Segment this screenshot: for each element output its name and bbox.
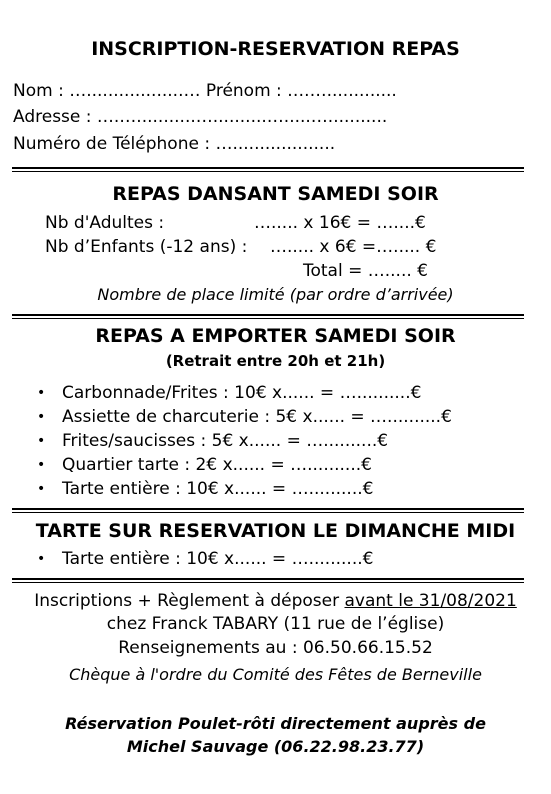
adultes-calc: …..... x 16€ = …....€ [254, 213, 426, 233]
footer-deadline-text: Inscriptions + Règlement à déposer [34, 591, 345, 611]
bullet-icon: • [37, 457, 46, 473]
footer-cheque: Chèque à l'ordre du Comité des Fêtes de Berneville [69, 665, 482, 684]
section2-subheading: (Retrait entre 20h et 21h) [165, 352, 386, 370]
adultes-label: Nb d'Adultes : [45, 213, 165, 233]
section2-heading: REPAS A EMPORTER SAMEDI SOIR [95, 325, 456, 347]
footer-deadline [0, 590, 551, 612]
bullet-icon: • [37, 481, 46, 497]
footer-poulet: Réservation Poulet-rôti directement auprès de [65, 714, 486, 733]
bullet-icon: • [37, 409, 46, 425]
divider [12, 578, 524, 583]
divider [12, 508, 524, 513]
total: Total = …..... € [303, 261, 428, 281]
enfants-calc: …..... x 6€ =…..... € [270, 237, 437, 257]
form-telephone: Numéro de Téléphone : …................... [13, 134, 336, 154]
section3-heading: TARTE SUR RESERVATION LE DIMANCHE MIDI [35, 520, 516, 542]
menu-item: Frites/saucisses : 5€ x...... = …..........€ [62, 431, 389, 451]
divider [12, 314, 524, 319]
enfants-label: Nb d’Enfants (-12 ans) : [45, 237, 248, 257]
menu-item: Quartier tarte : 2€ x...... = …..........€ [62, 455, 372, 475]
bullet-icon: • [37, 385, 46, 401]
footer-deadline-date: avant le 31/08/2021 [344, 591, 517, 611]
bullet-icon: • [37, 551, 46, 567]
page-title: INSCRIPTION-RESERVATION REPAS [91, 38, 460, 60]
menu-item: Tarte entière : 10€ x...... = …..........€ [62, 549, 374, 569]
form-adresse: Adresse : ….…...........…..........….....…........... [13, 107, 388, 127]
menu-item: Carbonnade/Frites : 10€ x...... = …..........€ [62, 383, 422, 403]
menu-item: Assiette de charcuterie : 5€ x...... = …..........€ [62, 407, 452, 427]
section1-note: Nombre de place limité (par ordre d’arrivée) [97, 285, 454, 304]
section1-heading: REPAS DANSANT SAMEDI SOIR [112, 183, 439, 205]
footer-phone: Renseignements au : 06.50.66.15.52 [118, 638, 433, 658]
footer-address: chez Franck TABARY (11 rue de l’église) [106, 614, 445, 634]
divider [12, 167, 524, 172]
footer-contact: Michel Sauvage (06.22.98.23.77) [126, 737, 425, 756]
bullet-icon: • [37, 433, 46, 449]
menu-item: Tarte entière : 10€ x...... = …..........€ [62, 479, 374, 499]
form-nom-prenom: Nom : …..................… Prénom : ….…............. [13, 81, 397, 101]
